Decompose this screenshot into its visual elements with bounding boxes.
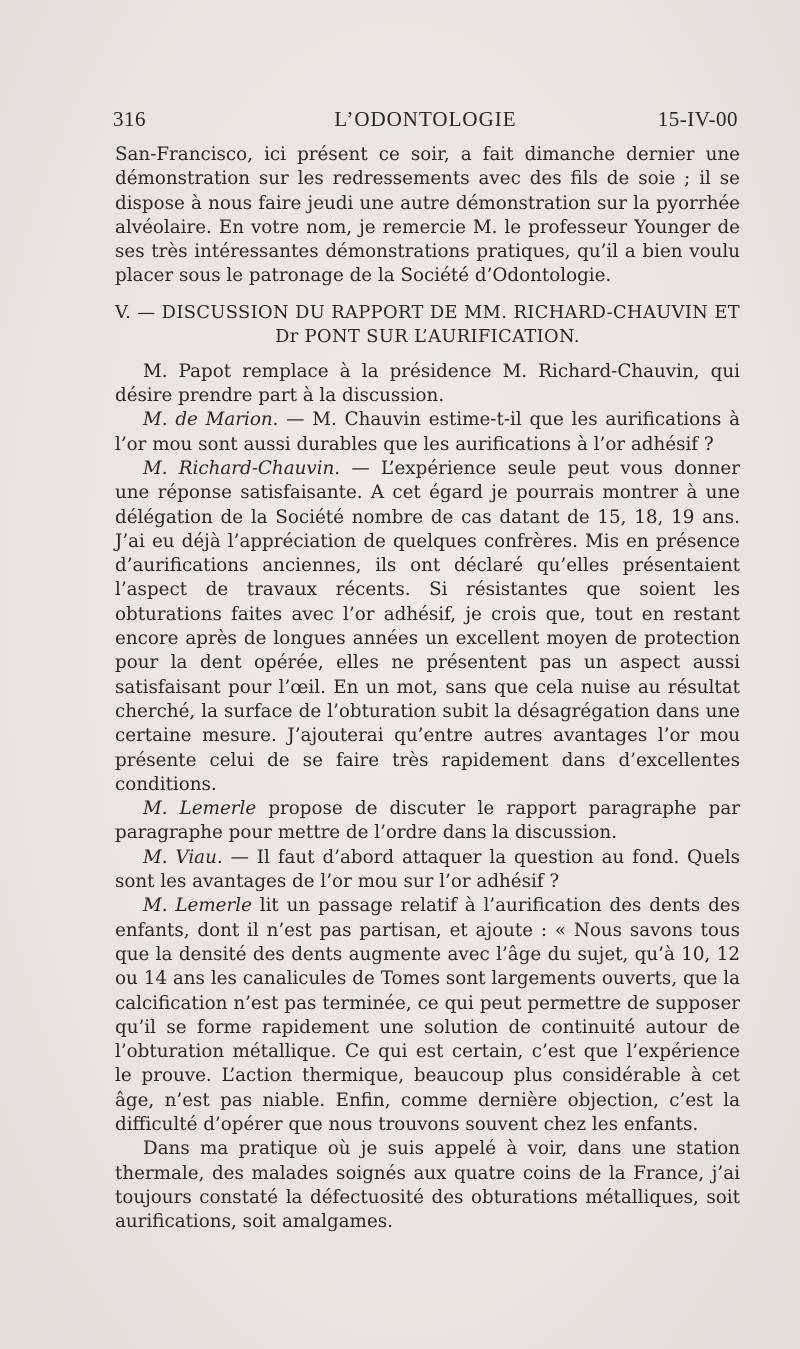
paragraph: [115, 360, 740, 409]
paragraph-text: lit un passage relatif à l’aurification des dents des enfants, dont il n’est pas partisan, et ajoute : « Nous savons tous que la densité des dents augmente avec l’âge du sujet, qu’à 10, 12 ou 14 ans les canalicules de Tomes sont largements ouverts, que la calcification n’est pas terminée, ce qui peut permettre de supposer qu’il se forme rapidement une solution de continuité autour de l’obturation métallique. Ce qui est certain, c’est que l’expérience le prouve. L’action thermique, beaucoup plus considérable à cet âge, n’est pas niable. Enfin, comme dernière objection, c’est la difficulté d’opérer que nous trouvons souvent chez les enfants.: [115, 895, 741, 1135]
paragraph: [115, 457, 740, 797]
section-heading-line-1: V. — DISCUSSION DU RAPPORT DE MM. RICHARD-CHAUVIN ET: [115, 301, 740, 323]
paragraph-text: — Il faut d’abord attaquer la question au fond. Quels sont les avantages de l’or mou sur l’or adhésif ?: [115, 846, 740, 893]
paragraph-text: M. Papot remplace à la présidence M. Richard-Chauvin, qui désire prendre part à la discussion.: [115, 360, 740, 407]
opening-paragraph: San-Francisco, ici présent ce soir, a fait dimanche dernier une démonstration sur les redressements avec des fils de soie ; il se dispose à nous faire jeudi une autre démonstration sur la pyorrhée alvéolaire. En votre nom, je remercie M. le professeur Younger de ses très intéressantes démonstrations pratiques, qu’il a bien voulu placer sous le patronage de la Société d’Odontologie.: [115, 144, 740, 287]
paragraph: [115, 846, 740, 895]
paragraph: [115, 408, 740, 457]
paragraph: [115, 1137, 740, 1234]
section-heading: [115, 301, 740, 349]
paragraph-text: — L’expérience seule peut vous donner une réponse satisfaisante. A cet égard je pourrais montrer à une délégation de la Société nombre de cas datant de 15, 18, 19 ans. J’ai eu déjà l’appréciation de quelques confrères. Mis en présence d’aurifications anciennes, ils ont déclaré qu’elles présentaient l’aspect de travaux récents. Si résistantes que soient les obturations faites avec l’or adhésif, je crois que, tout en restant encore après de longues années un excellent moyen de protection pour la dent opérée, elles ne présentent pas un aspect aussi satisfaisant pour l’œil. En un mot, sans que cela nuise au résultat cherché, la surface de l’obturation subit la désagrégation dans une certaine mesure. J’ajouterai qu’entre autres avantages l’or mou présente celui de se faire très rapidement dans d’excellentes conditions.: [115, 457, 740, 795]
speaker-name: M. Lemerle: [143, 798, 257, 820]
speaker-name: M. Viau.: [143, 846, 223, 868]
paragraph-text: — M. Chauvin estime-t-il que les aurifications à l’or mou sont aussi durables que les aurifications à l’or adhésif ?: [115, 409, 741, 455]
paragraph-text: Dans ma pratique où je suis appelé à voir, dans une station thermale, des malades soignés aux quatre coins de la France, j’ai toujours constaté la défectuosité des obturations métalliques, soit aurifications, soit amalgames.: [115, 1138, 740, 1233]
page-number: 316: [113, 107, 146, 131]
speaker-name: M. Lemerle: [143, 895, 252, 917]
paragraph-text: propose de discuter le rapport paragraphe par paragraphe pour mettre de l’ordre dans la discussion.: [115, 798, 741, 844]
paragraph: [115, 797, 740, 846]
running-header: [113, 107, 738, 137]
article-body: [115, 143, 740, 1234]
paragraph: [115, 894, 740, 1137]
journal-title: L’ODONTOLOGIE: [334, 107, 517, 131]
section-heading-line-2: Dr PONT SUR L’AURIFICATION.: [275, 325, 580, 347]
issue-date: 15-IV-00: [657, 107, 738, 131]
speaker-name: M. de Marion.: [143, 409, 279, 431]
speaker-name: M. Richard-Chauvin.: [143, 457, 341, 479]
